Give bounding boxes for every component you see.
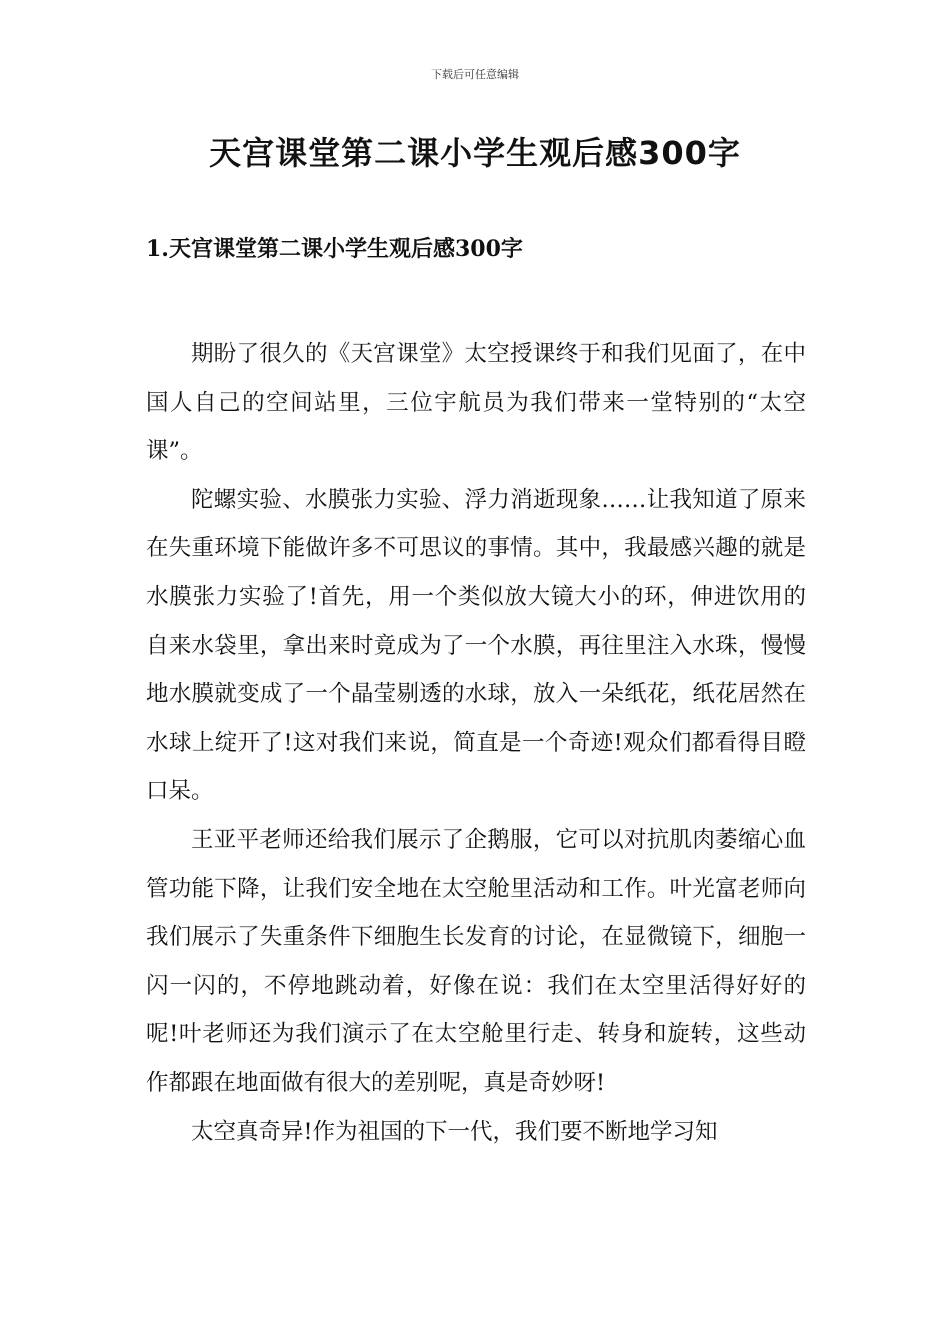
- paragraph: 王亚平老师还给我们展示了企鹅服，它可以对抗肌肉萎缩心血管功能下降，让我们安全地在太空舱里活动和工作。叶光富老师向我们展示了失重条件下细胞生长发育的讨论，在显微镜下，细胞一闪一闪的，不停地跳动着，好像在说：我们在太空里活得好好的呢!叶老师还为我们演示了在太空舱里行走、转身和旋转，这些动作都跟在地面做有很大的差别呢，真是奇妙呀!: [146, 826, 806, 1096]
- document-title: 天宫课堂第二课小学生观后感300字: [209, 134, 741, 172]
- paragraph: 期盼了很久的《天宫课堂》太空授课终于和我们见面了，在中国人自己的空间站里，三位宇航员为我们带来一堂特别的“太空课”。: [146, 341, 806, 465]
- header-note: 下载后可任意编辑: [431, 68, 519, 81]
- paragraph: 陀螺实验、水膜张力实验、浮力消逝现象……让我知道了原来在失重环境下能做许多不可思议的事情。其中，我最感兴趣的就是水膜张力实验了!首先，用一个类似放大镜大小的环，伸进饮用的自来水袋里，拿出来时竟成为了一个水膜，再往里注入水珠，慢慢地水膜就变成了一个晶莹剔透的水球，放入一朵纸花，纸花居然在水球上绽开了!这对我们来说，简直是一个奇迹!观众们都看得目瞪口呆。: [146, 486, 806, 805]
- body-text: [146, 330, 806, 1156]
- paragraph: 太空真奇异!作为祖国的下一代，我们要不断地学习知: [191, 1118, 718, 1145]
- section-heading: 1.天宫课堂第二课小学生观后感300字: [146, 236, 523, 262]
